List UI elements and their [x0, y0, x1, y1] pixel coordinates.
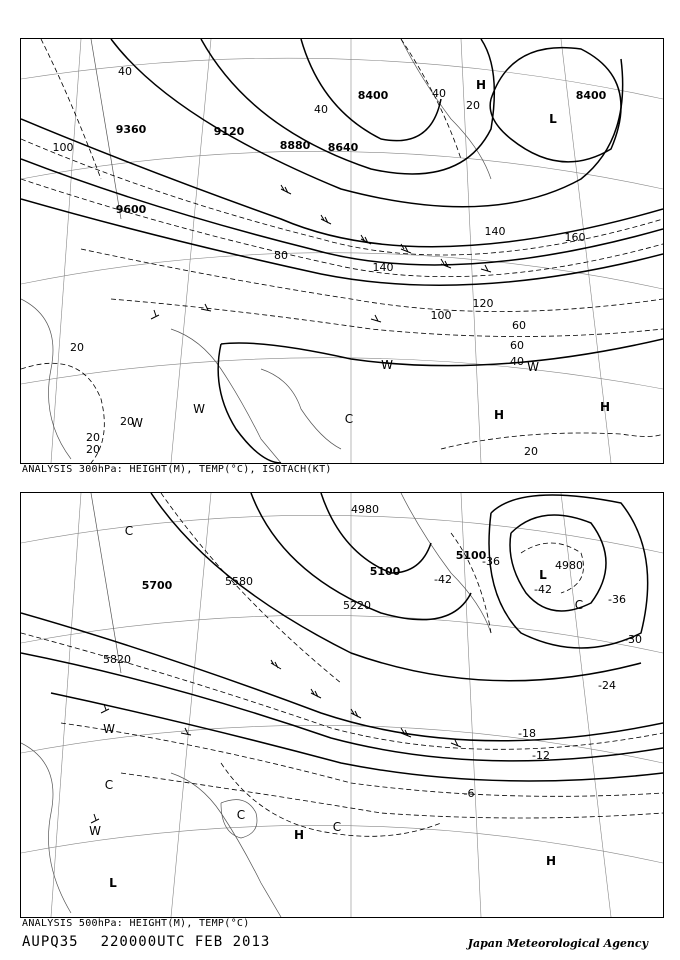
temperature-label: -24: [598, 679, 616, 692]
temperature-label: -12: [532, 749, 550, 762]
height-label: 5220: [343, 599, 371, 612]
pressure-center-label: W: [89, 824, 101, 838]
temperature-label: -18: [518, 727, 536, 740]
graticule: [21, 39, 663, 463]
caption-500hpa: ANALYSIS 500hPa: HEIGHT(M), TEMP(°C): [22, 918, 250, 929]
isotach-label: 140: [372, 261, 394, 274]
height-contours: [21, 39, 663, 463]
pressure-center-label: W: [131, 416, 143, 430]
caption-300hpa: ANALYSIS 300hPa: HEIGHT(M), TEMP(°C), ISOTACH(KT): [22, 464, 332, 475]
temperature-label: -42: [534, 583, 552, 596]
temperature-label: -42: [434, 573, 452, 586]
pressure-center-label: W: [103, 722, 115, 736]
height-label: 4980: [351, 503, 379, 516]
pressure-center-label: H: [599, 400, 611, 414]
graticule: [21, 493, 663, 917]
isotach-label: 100: [52, 141, 74, 154]
height-label: 4980: [555, 559, 583, 572]
height-label: 8880: [279, 139, 311, 152]
pressure-center-label: C: [574, 598, 584, 612]
pressure-center-label: H: [293, 828, 305, 842]
isotach-label: 160: [564, 231, 586, 244]
coastlines: [21, 493, 491, 917]
isotach-label: 60: [510, 339, 524, 352]
height-label: 5580: [225, 575, 253, 588]
height-label: 9120: [213, 125, 245, 138]
agency-credit: Japan Meteorological Agency: [467, 937, 648, 950]
height-label: 5820: [103, 653, 131, 666]
pressure-center-label: H: [475, 78, 487, 92]
pressure-center-label: W: [381, 358, 393, 372]
map-panel-300hpa: [20, 38, 664, 464]
pressure-center-label: C: [344, 412, 354, 426]
pressure-center-label: C: [332, 820, 342, 834]
pressure-center-label: L: [549, 112, 557, 126]
isotach-contours: [21, 39, 663, 463]
map-300hpa-canvas: [21, 39, 663, 463]
pressure-center-label: C: [236, 808, 246, 822]
height-label: 5100: [369, 565, 401, 578]
isotach-label: 20: [70, 341, 84, 354]
pressure-center-label: H: [545, 854, 557, 868]
pressure-center-label: C: [104, 778, 114, 792]
height-label: 9600: [115, 203, 147, 216]
temperature-label: -36: [608, 593, 626, 606]
isotach-label: 20: [86, 431, 100, 444]
isotach-label: 20: [524, 445, 538, 458]
pressure-center-label: W: [527, 360, 539, 374]
valid-time: 220000UTC FEB 2013: [100, 934, 271, 950]
height-label: 5100: [455, 549, 487, 562]
pressure-center-label: L: [109, 876, 117, 890]
height-label: 9360: [115, 123, 147, 136]
temperature-label: -6: [463, 787, 475, 800]
pressure-center-label: H: [493, 408, 505, 422]
isotach-label: 80: [274, 249, 288, 262]
isotach-label: 100: [430, 309, 452, 322]
height-label: 8400: [357, 89, 389, 102]
isotach-label: 40: [432, 87, 446, 100]
pressure-center-label: W: [193, 402, 205, 416]
temperature-label: -36: [482, 555, 500, 568]
chart-id: AUPQ35: [22, 934, 79, 950]
map-panel-500hpa: [20, 492, 664, 918]
chart-identifier: [22, 934, 292, 950]
pressure-center-label: L: [539, 568, 547, 582]
pressure-center-label: C: [124, 524, 134, 538]
isotach-label: 20: [120, 415, 134, 428]
isotach-label: 40: [314, 103, 328, 116]
isotach-label: 20: [86, 443, 100, 456]
height-label: 8400: [575, 89, 607, 102]
isotach-label: 140: [484, 225, 506, 238]
isotach-label: 60: [512, 319, 526, 332]
isotach-label: 40: [118, 65, 132, 78]
height-label: 8640: [327, 141, 359, 154]
isotach-label: 120: [472, 297, 494, 310]
temperature-label: -30: [624, 633, 642, 646]
height-label: 5700: [141, 579, 173, 592]
map-500hpa-canvas: [21, 493, 663, 917]
wind-barbs: [91, 660, 461, 823]
isotach-label: 40: [510, 355, 524, 368]
isotach-label: 20: [466, 99, 480, 112]
